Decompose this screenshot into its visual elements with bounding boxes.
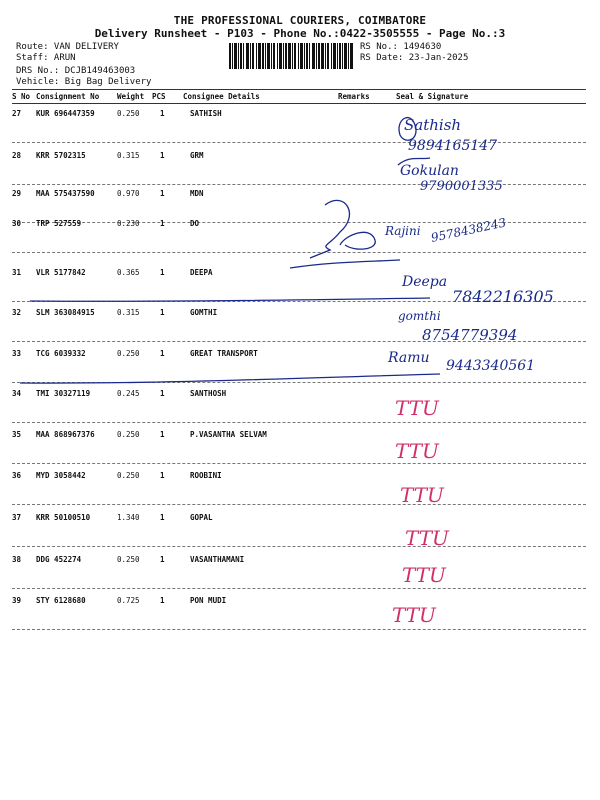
row-pcs: 1 [160, 349, 165, 358]
ttu-mark-38: TTU [402, 563, 446, 587]
sig-33-phone: 9443340561 [446, 358, 536, 374]
row-consignee-name: SANTHOSH [190, 389, 227, 398]
sig-28-name: Gokulan [400, 163, 459, 179]
row-divider [12, 422, 586, 423]
barcode-image [229, 43, 353, 69]
row-weight: 0.725 [117, 596, 140, 605]
row-consignment-no: DDG 452274 [36, 555, 82, 564]
row-divider [12, 629, 586, 630]
table-row [12, 262, 586, 302]
row-weight: 1.340 [117, 513, 140, 522]
sig-31-phone: 7842216305 [452, 287, 554, 306]
row-consignment-no: MYD 3058442 [36, 471, 86, 480]
rs-date: RS Date: 23-Jan-2025 [360, 53, 469, 63]
ttu-mark-35: TTU [395, 439, 439, 463]
row-consignee-name: VASANTHAMANI [190, 555, 245, 564]
row-sno: 32 [12, 308, 22, 317]
row-consignment-no: TRP 527559 [36, 219, 82, 228]
row-sno: 28 [12, 151, 22, 160]
sig-31-name: Deepa [402, 274, 448, 290]
route-label: Route: VAN DELIVERY [16, 42, 119, 52]
col-sno: S No [12, 92, 31, 101]
row-consignment-no: TMI 30327119 [36, 389, 91, 398]
table-row [12, 103, 586, 143]
row-consignment-no: KRR 50100510 [36, 513, 91, 522]
table-row [12, 302, 586, 342]
col-seal: Seal & Signature [396, 92, 469, 101]
row-divider [12, 142, 586, 143]
row-sno: 36 [12, 471, 22, 480]
row-consignee-name: GRM [190, 151, 204, 160]
sig-30-name: Rajini [385, 224, 421, 238]
row-divider [12, 546, 586, 547]
row-pcs: 1 [160, 109, 165, 118]
col-weight: Weight [117, 92, 145, 101]
row-consignment-no: TCG 6039332 [36, 349, 86, 358]
row-divider [12, 252, 586, 253]
row-weight: 0.365 [117, 268, 140, 277]
row-divider [12, 463, 586, 464]
row-consignee-name: DO [190, 219, 200, 228]
row-pcs: 1 [160, 189, 165, 198]
table-row [12, 590, 586, 630]
row-consignment-no: STY 6128680 [36, 596, 86, 605]
table-row [12, 507, 586, 547]
row-consignment-no: MAA 575437590 [36, 189, 95, 198]
table-row [12, 549, 586, 589]
table-row [12, 465, 586, 505]
table-row [12, 145, 586, 185]
row-consignee-name: ROOBINI [190, 471, 222, 480]
row-divider [12, 588, 586, 589]
col-consignment: Consignment No [36, 92, 100, 101]
row-weight: 0.245 [117, 389, 140, 398]
row-sno: 37 [12, 513, 22, 522]
table-row [12, 424, 586, 464]
col-pcs: PCS [152, 92, 166, 101]
row-consignment-no: KUR 696447359 [36, 109, 95, 118]
table-header [12, 89, 586, 104]
row-sno: 31 [12, 268, 22, 277]
row-pcs: 1 [160, 219, 165, 228]
row-divider [12, 504, 586, 505]
table-row [12, 213, 586, 253]
col-remarks: Remarks [338, 92, 370, 101]
row-pcs: 1 [160, 471, 165, 480]
row-weight: 0.250 [117, 109, 140, 118]
row-weight: 0.315 [117, 151, 140, 160]
vehicle-label: Vehicle: Big Bag Delivery [16, 77, 152, 87]
staff-label: Staff: ARUN [16, 53, 76, 63]
row-pcs: 1 [160, 430, 165, 439]
ttu-mark-37: TTU [405, 526, 449, 550]
row-consignment-no: KRR 5702315 [36, 151, 86, 160]
sig-27-phone: 9894165147 [408, 138, 498, 154]
row-weight: 0.230 [117, 219, 140, 228]
sig-32-phone: 8754779394 [422, 326, 518, 344]
row-consignee-name: PON MUDI [190, 596, 227, 605]
row-pcs: 1 [160, 596, 165, 605]
row-pcs: 1 [160, 308, 165, 317]
row-weight: 0.250 [117, 555, 140, 564]
row-divider [12, 341, 586, 342]
row-pcs: 1 [160, 151, 165, 160]
row-weight: 0.250 [117, 349, 140, 358]
ttu-mark-39: TTU [392, 603, 436, 627]
row-sno: 33 [12, 349, 22, 358]
row-weight: 0.315 [117, 308, 140, 317]
row-weight: 0.250 [117, 430, 140, 439]
row-consignee-name: GOMTHI [190, 308, 218, 317]
row-pcs: 1 [160, 268, 165, 277]
row-consignment-no: VLR 5177842 [36, 268, 86, 277]
row-consignee-name: P.VASANTHA SELVAM [190, 430, 267, 439]
row-consignee-name: SATHISH [190, 109, 222, 118]
row-sno: 35 [12, 430, 22, 439]
row-pcs: 1 [160, 389, 165, 398]
table-row [12, 383, 586, 423]
sig-33-name: Ramu [388, 350, 430, 366]
rs-number: RS No.: 1494630 [360, 42, 442, 52]
sig-27-name: Sathish [404, 116, 462, 134]
sig-28-phone: 9790001335 [420, 179, 503, 194]
row-consignment-no: MAA 868967376 [36, 430, 95, 439]
row-sno: 27 [12, 109, 22, 118]
table-row [12, 343, 586, 383]
runsheet-subtitle: Delivery Runsheet - P103 - Phone No.:0422-3505555 - Page No.:3 [94, 27, 506, 40]
drs-label: DRS No.: DCJB149463003 [16, 66, 136, 76]
company-title: THE PROFESSIONAL COURIERS, COIMBATORE [173, 14, 427, 27]
row-pcs: 1 [160, 513, 165, 522]
row-sno: 38 [12, 555, 22, 564]
row-sno: 29 [12, 189, 22, 198]
col-consignee: Consignee Details [183, 92, 260, 101]
row-consignee-name: GREAT TRANSPORT [190, 349, 258, 358]
row-consignee-name: GOPAL [190, 513, 213, 522]
ttu-mark-36: TTU [400, 483, 444, 507]
row-consignment-no: SLM 363084915 [36, 308, 95, 317]
sig-32-name: gomthi [398, 309, 441, 323]
row-weight: 0.250 [117, 471, 140, 480]
ttu-mark-34: TTU [395, 396, 439, 420]
row-sno: 34 [12, 389, 22, 398]
row-consignee-name: MDN [190, 189, 204, 198]
row-sno: 30 [12, 219, 22, 228]
sig-30-phone: 9578438243 [429, 215, 508, 245]
row-weight: 0.970 [117, 189, 140, 198]
row-sno: 39 [12, 596, 22, 605]
row-consignee-name: DEEPA [190, 268, 213, 277]
row-pcs: 1 [160, 555, 165, 564]
